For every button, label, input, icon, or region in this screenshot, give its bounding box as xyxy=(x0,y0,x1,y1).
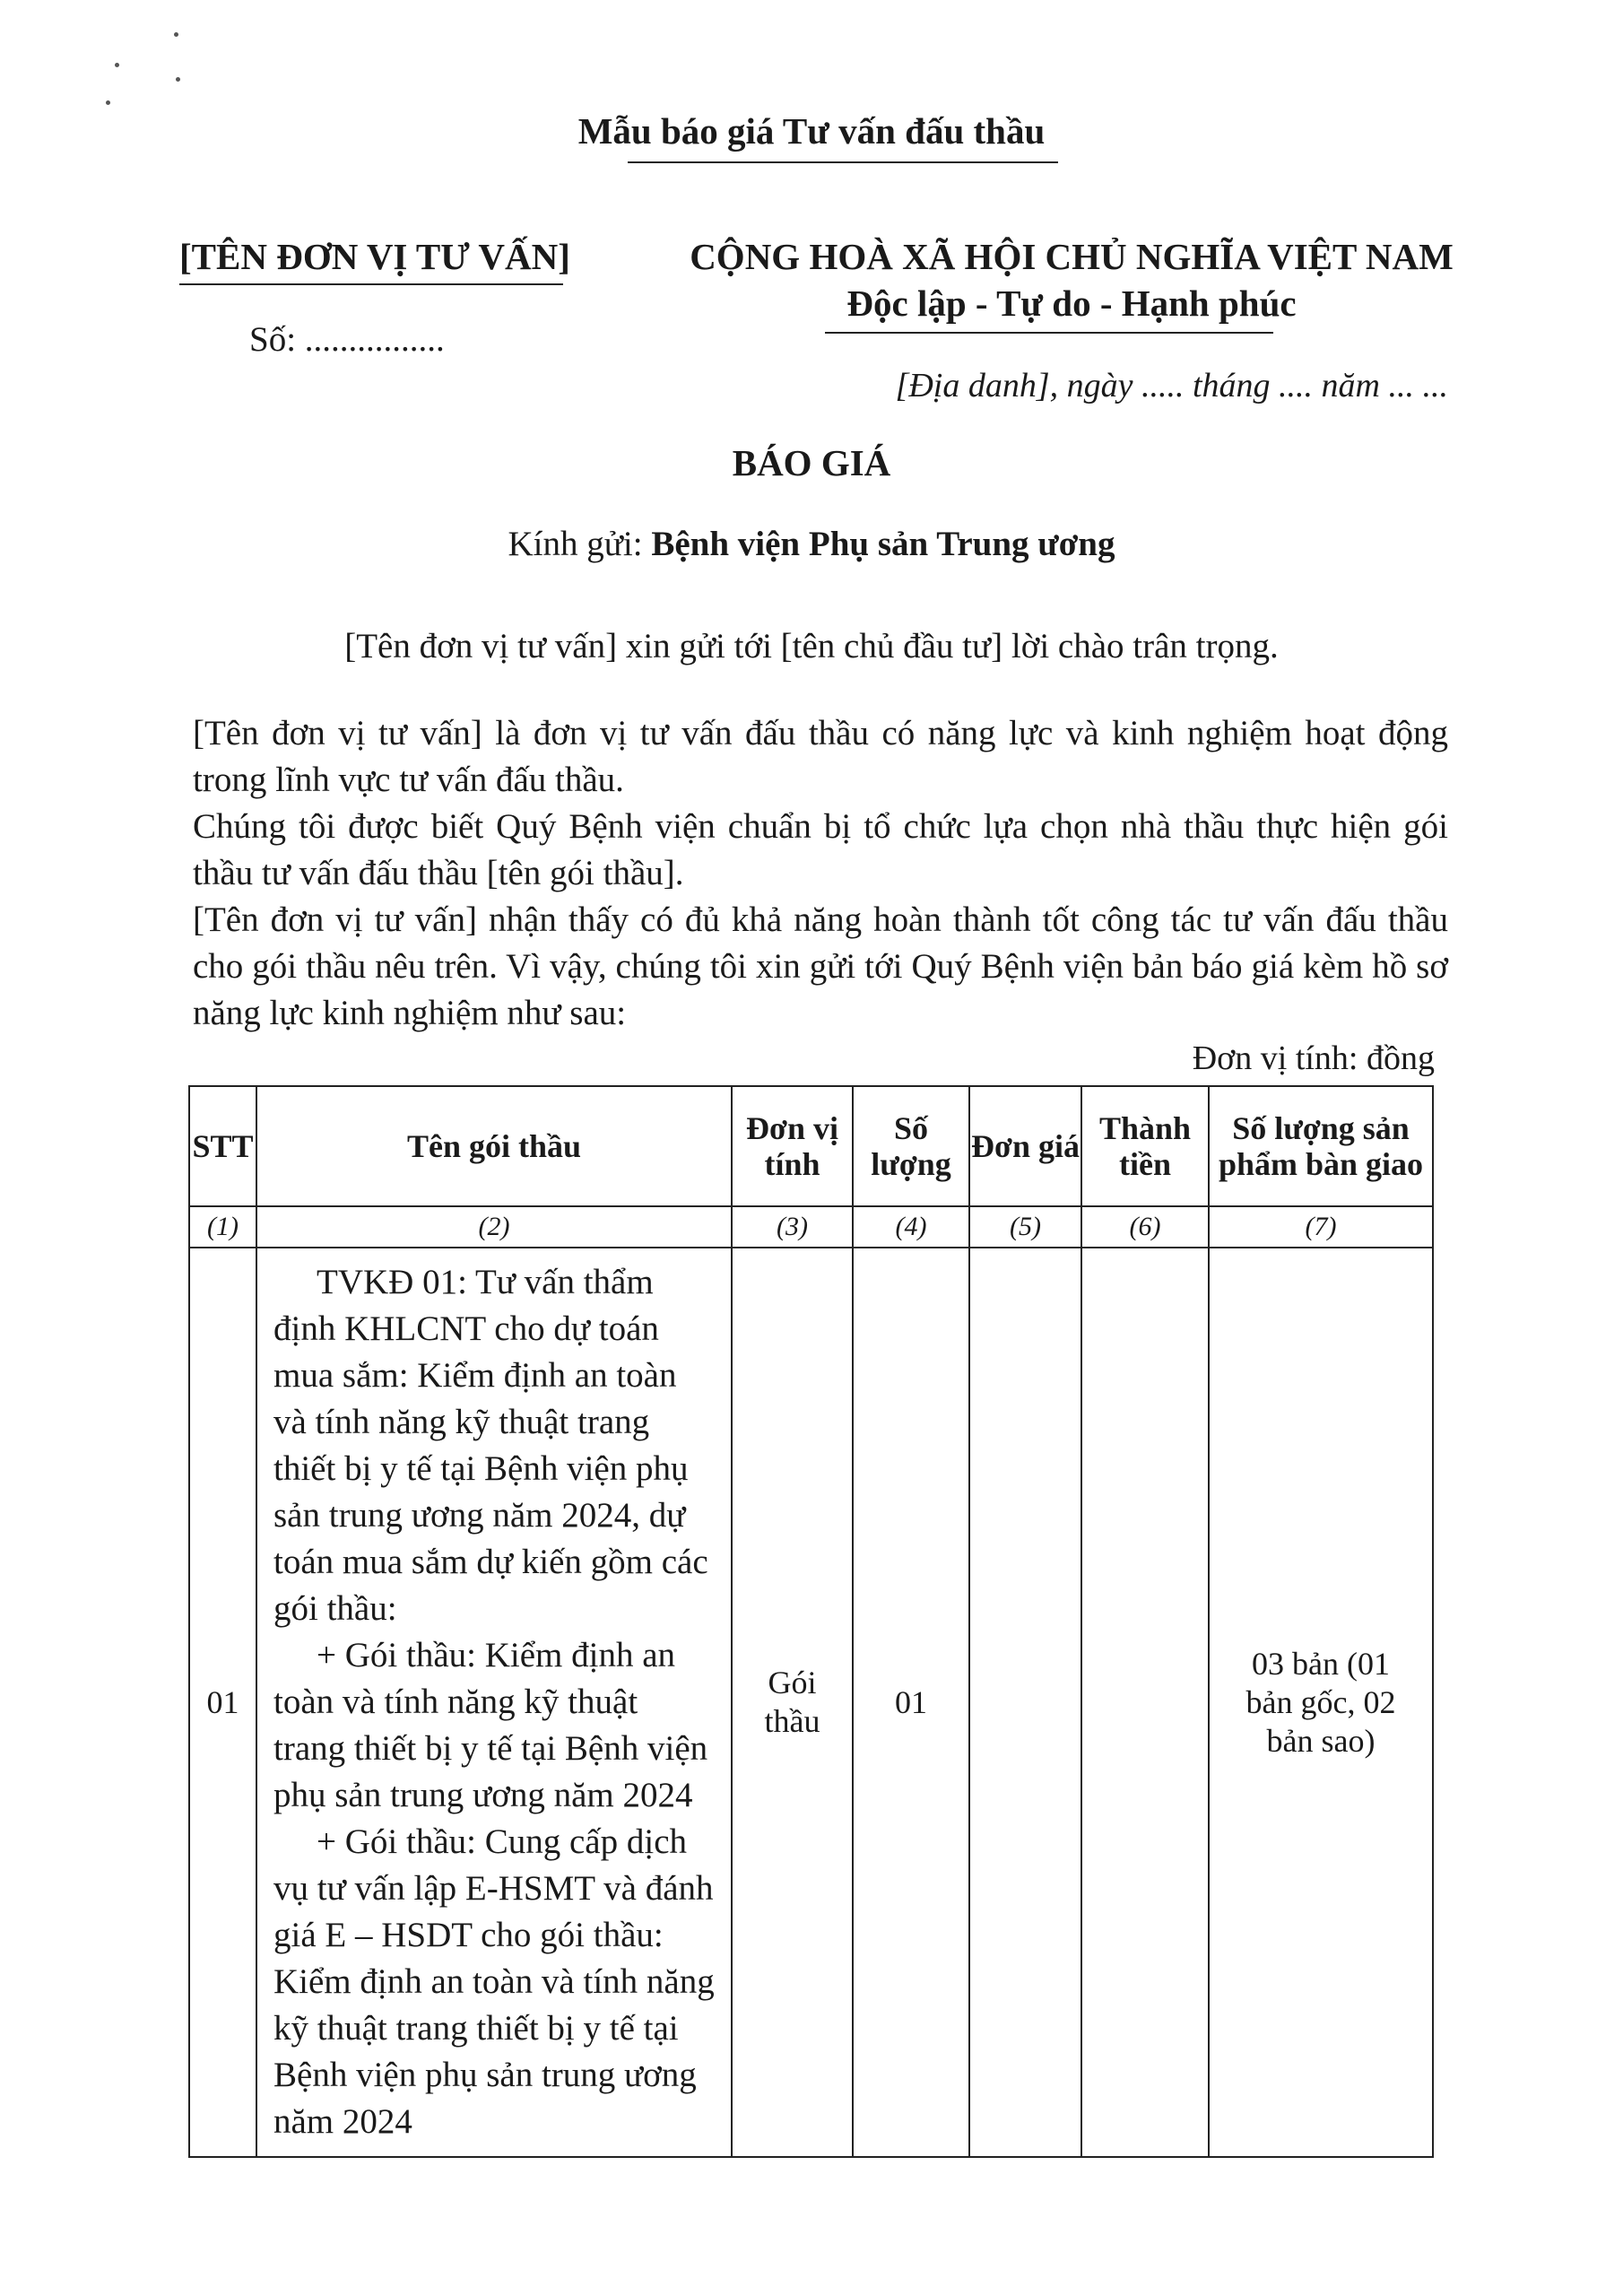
quote-table xyxy=(188,1085,1434,2158)
national-motto: Độc lập - Tự do - Hạnh phúc xyxy=(846,283,1297,324)
consultant-name: [TÊN ĐƠN VỊ TƯ VẤN] xyxy=(179,236,570,277)
row-unit: Gói thầu xyxy=(732,1248,853,2157)
scan-speck xyxy=(115,63,119,67)
description-item: + Gói thầu: Kiểm định an toàn và tính năng kỹ thuật trang thiết bị y tế tại Bệnh viện phụ sản trung ương năm 2024 xyxy=(273,1636,708,1814)
row-stt: 01 xyxy=(189,1248,256,2157)
header-package-name: Tên gói thầu xyxy=(256,1086,732,1206)
header-stt: STT xyxy=(189,1086,256,1206)
title-underline xyxy=(628,161,1058,163)
paragraph: [Tên đơn vị tư vấn] nhận thấy có đủ khả năng hoàn thành tốt công tác tư vấn đấu thầu cho gói thầu nêu trên. Vì vậy, chúng tôi xin gửi tới Quý Bệnh viện bản báo giá kèm hồ sơ năng lực kinh nghiệm như sau: xyxy=(193,900,1448,1032)
description-item: + Gói thầu: Cung cấp dịch vụ tư vấn lập E-HSMT và đánh giá E – HSDT cho gói thầu: Kiểm định an toàn và tính năng kỹ thuật trang thiết bị y tế tại Bệnh viện phụ sản trung ương năm 2024 xyxy=(273,1822,715,2141)
header-unit: Đơn vị tính xyxy=(732,1086,853,1206)
column-number-row xyxy=(189,1206,1433,1248)
column-number: (2) xyxy=(256,1206,732,1248)
row-unit-price xyxy=(969,1248,1081,2157)
quote-heading: BÁO GIÁ xyxy=(732,442,891,483)
table-row xyxy=(189,1248,1433,2157)
salutation: [Tên đơn vị tư vấn] xin gửi tới [tên chủ đầu tư] lời chào trân trọng. xyxy=(344,627,1279,665)
header-deliverables: Số lượng sản phẩm bàn giao xyxy=(1209,1086,1433,1206)
header-unit-price: Đơn giá xyxy=(969,1086,1081,1206)
motto-underline xyxy=(825,332,1273,334)
consultant-underline xyxy=(179,283,563,285)
national-title: CỘNG HOÀ XÃ HỘI CHỦ NGHĨA VIỆT NAM xyxy=(690,236,1454,277)
document-number: Số: ................ xyxy=(249,320,445,359)
currency-note: Đơn vị tính: đồng xyxy=(1192,1039,1435,1077)
paragraph: Chúng tôi được biết Quý Bệnh viện chuẩn bị tổ chức lựa chọn nhà thầu thực hiện gói thầu tư vấn đấu thầu [tên gói thầu]. xyxy=(193,807,1448,892)
row-amount xyxy=(1081,1248,1209,2157)
column-number: (5) xyxy=(969,1206,1081,1248)
place-date: [Địa danh], ngày ..... tháng .... năm ... ... xyxy=(895,367,1448,404)
row-description xyxy=(256,1248,732,2157)
scan-speck xyxy=(106,100,110,105)
description-main: TVKĐ 01: Tư vấn thẩm định KHLCNT cho dự toán mua sắm: Kiểm định an toàn và tính năng kỹ thuật trang thiết bị y tế tại Bệnh viện phụ sản trung ương năm 2024, dự toán mua sắm dự kiến gồm các gói thầu: xyxy=(273,1263,708,1628)
paragraph: [Tên đơn vị tư vấn] là đơn vị tư vấn đấu thầu có năng lực và kinh nghiệm hoạt động trong lĩnh vực tư vấn đấu thầu. xyxy=(193,714,1448,799)
scan-speck xyxy=(176,77,180,82)
recipient-prefix: Kính gửi: xyxy=(508,525,652,563)
row-quantity: 01 xyxy=(853,1248,969,2157)
recipient-name: Bệnh viện Phụ sản Trung ương xyxy=(651,525,1115,563)
column-number: (1) xyxy=(189,1206,256,1248)
column-number: (6) xyxy=(1081,1206,1209,1248)
scan-speck xyxy=(174,32,178,37)
document-title: Mẫu báo giá Tư vấn đấu thầu xyxy=(577,110,1046,152)
header-quantity: Số lượng xyxy=(853,1086,969,1206)
row-deliverables: 03 bản (01 bản gốc, 02 bản sao) xyxy=(1209,1248,1433,2157)
header-amount: Thành tiền xyxy=(1081,1086,1209,1206)
table-header-row xyxy=(189,1086,1433,1206)
recipient-line xyxy=(0,524,1623,564)
column-number: (4) xyxy=(853,1206,969,1248)
column-number: (3) xyxy=(732,1206,853,1248)
column-number: (7) xyxy=(1209,1206,1433,1248)
